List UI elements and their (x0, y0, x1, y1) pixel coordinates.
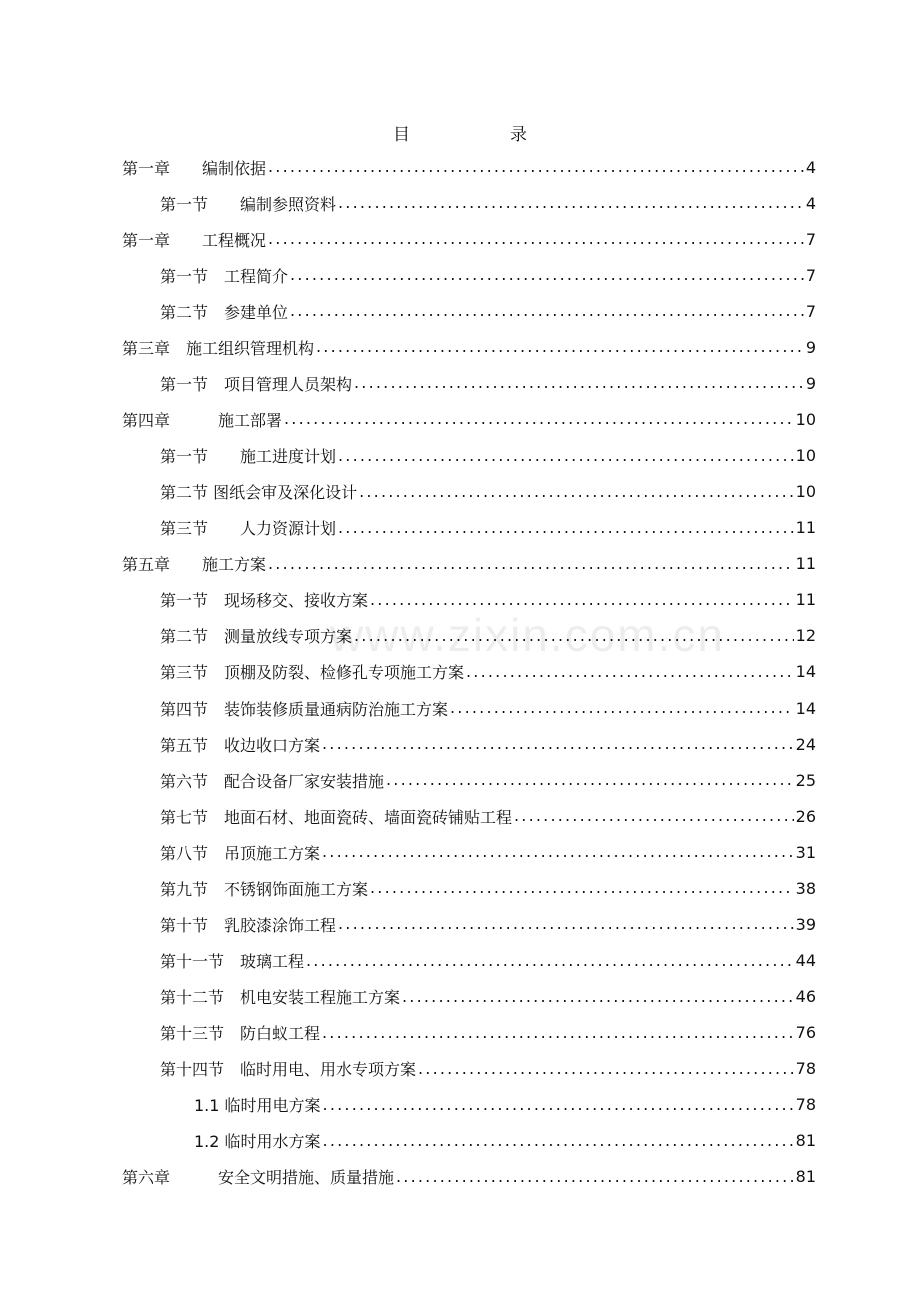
toc-entry[interactable] (160, 618, 816, 654)
toc-entry-label: 1.2 临时用水方案 (194, 1132, 321, 1152)
toc-entry-label: 1.1 临时用电方案 (194, 1096, 321, 1116)
toc-leader-dots (370, 590, 794, 610)
toc-entry-page: 7 (805, 301, 816, 321)
toc-entry-page: 7 (805, 265, 816, 285)
toc-entry[interactable] (160, 582, 816, 618)
toc-leader-dots (338, 518, 794, 538)
toc-entry-label: 第三节 顶棚及防裂、检修孔专项施工方案 (160, 663, 465, 683)
toc-entry-label: 第十三节 防白蚁工程 (160, 1024, 321, 1044)
toc-entry[interactable] (160, 438, 816, 474)
toc-entry-label: 第一节 施工进度计划 (160, 447, 337, 467)
toc-entry[interactable] (122, 546, 816, 582)
toc-entry-label: 第八节 吊顶施工方案 (160, 843, 321, 863)
toc-leader-dots (450, 698, 794, 718)
toc-leader-dots (284, 409, 794, 429)
toc-entry[interactable] (160, 834, 816, 870)
toc-entry[interactable] (160, 257, 816, 293)
toc-entry-label: 第一节 项目管理人员架构 (160, 374, 353, 394)
toc-entry-label: 第九节 不锈钢饰面施工方案 (160, 879, 369, 899)
toc-leader-dots (338, 446, 794, 466)
toc-entry[interactable] (160, 906, 816, 942)
toc-entry-page: 25 (795, 770, 816, 790)
toc-entry[interactable] (122, 329, 816, 365)
toc-title-right: 录 (510, 125, 527, 145)
toc-entry-page: 78 (795, 1095, 816, 1115)
toc-entry-page: 39 (795, 914, 816, 934)
toc-leader-dots (316, 337, 804, 357)
toc-entry[interactable] (160, 798, 816, 834)
toc-entry[interactable] (160, 762, 816, 798)
toc-entry-page: 81 (795, 1131, 816, 1151)
toc-entry[interactable] (160, 1015, 816, 1051)
toc-entry[interactable] (160, 185, 816, 221)
toc-entry-page: 11 (795, 590, 816, 610)
toc-entry[interactable] (122, 149, 816, 185)
toc-entry-page: 4 (805, 157, 816, 177)
toc-entry[interactable] (194, 1087, 816, 1123)
toc-entry[interactable] (160, 293, 816, 329)
toc-entry-label: 第十四节 临时用电、用水专项方案 (160, 1060, 417, 1080)
toc-entry-page: 78 (795, 1059, 816, 1079)
toc-leader-dots (268, 157, 804, 177)
toc-leader-dots (322, 1023, 794, 1043)
toc-entry-label: 第七节 地面石材、地面瓷砖、墙面瓷砖铺贴工程 (160, 807, 513, 827)
toc-entry-label: 第五节 收边收口方案 (160, 735, 321, 755)
toc-leader-dots (402, 987, 794, 1007)
toc-entry-label: 第一节 现场移交、接收方案 (160, 591, 369, 611)
toc-leader-dots (354, 626, 794, 646)
toc-leader-dots (338, 193, 804, 213)
toc-entry[interactable] (160, 979, 816, 1015)
toc-leader-dots (268, 554, 794, 574)
toc-entry-page: 4 (805, 193, 816, 213)
toc-entry[interactable] (160, 1051, 816, 1087)
toc-leader-dots (306, 951, 794, 971)
toc-entry-page: 14 (795, 698, 816, 718)
toc-entry-label: 第一章 工程概况 (122, 230, 267, 250)
toc-entry-page: 10 (795, 446, 816, 466)
toc-entry[interactable] (160, 510, 816, 546)
toc-leader-dots (323, 1131, 794, 1151)
toc-entry-label: 第二节 测量放线专项方案 (160, 627, 353, 647)
toc-entry-label: 第十节 乳胶漆涂饰工程 (160, 915, 337, 935)
toc-entry-page: 9 (805, 337, 816, 357)
toc-leader-dots (323, 1095, 794, 1115)
toc-entry[interactable] (160, 690, 816, 726)
toc-entry-page: 26 (795, 806, 816, 826)
toc-leader-dots (359, 482, 794, 502)
toc-entry-label: 第六节 配合设备厂家安装措施 (160, 771, 385, 791)
toc-entry-page: 11 (795, 554, 816, 574)
toc-entry-label: 第十二节 机电安装工程施工方案 (160, 988, 401, 1008)
toc-entry-label: 第一章 编制依据 (122, 158, 267, 178)
toc-entry[interactable] (160, 365, 816, 401)
toc-entry-page: 12 (795, 626, 816, 646)
toc-entry[interactable] (160, 870, 816, 906)
toc-leader-dots (418, 1059, 794, 1079)
toc-entry[interactable] (160, 654, 816, 690)
toc-entry-page: 31 (795, 842, 816, 862)
toc-title (0, 120, 920, 145)
toc-leader-dots (354, 373, 804, 393)
toc-entry[interactable] (194, 1123, 816, 1159)
toc-entry[interactable] (122, 221, 816, 257)
toc-entry-label: 第十一节 玻璃工程 (160, 952, 305, 972)
toc-entry[interactable] (160, 474, 816, 510)
toc-leader-dots (386, 770, 794, 790)
toc-entry-page: 24 (795, 734, 816, 754)
watermark: www.zixin.com.cn (330, 609, 725, 661)
toc-leader-dots (338, 914, 794, 934)
toc-entry-page: 10 (795, 482, 816, 502)
toc-entry[interactable] (122, 1159, 816, 1195)
toc-entry-label: 第三章 施工组织管理机构 (122, 338, 315, 358)
toc-entry[interactable] (122, 401, 816, 437)
toc-leader-dots (466, 662, 794, 682)
toc-entry-page: 10 (795, 409, 816, 429)
toc-leader-dots (268, 229, 804, 249)
toc-leader-dots (322, 842, 794, 862)
toc-leader-dots (514, 806, 794, 826)
toc-entry[interactable] (160, 726, 816, 762)
toc-leader-dots (290, 301, 804, 321)
toc-entry-page: 44 (795, 951, 816, 971)
toc-entry-label: 第一节 工程简介 (160, 266, 289, 286)
toc-entry-page: 81 (795, 1167, 816, 1187)
toc-leader-dots (370, 878, 794, 898)
toc-entry-page: 38 (795, 878, 816, 898)
toc-entry-label: 第二节 参建单位 (160, 302, 289, 322)
toc-entry[interactable] (160, 943, 816, 979)
toc-entry-label: 第一节 编制参照资料 (160, 194, 337, 214)
toc-entry-label: 第四节 装饰装修质量通病防治施工方案 (160, 699, 449, 719)
toc-entry-label: 第二节 图纸会审及深化设计 (160, 483, 358, 503)
toc-entry-page: 11 (795, 518, 816, 538)
toc-entry-page: 46 (795, 987, 816, 1007)
toc-leader-dots (290, 265, 804, 285)
toc-entry-label: 第五章 施工方案 (122, 555, 267, 575)
toc-title-left: 目 (393, 125, 410, 145)
toc-leader-dots (396, 1167, 794, 1187)
toc-entry-label: 第三节 人力资源计划 (160, 519, 337, 539)
toc-entry-page: 7 (805, 229, 816, 249)
toc-entry-label: 第六章 安全文明措施、质量措施 (122, 1168, 395, 1188)
toc-entry-label: 第四章 施工部署 (122, 410, 283, 430)
toc-entry-page: 14 (795, 662, 816, 682)
toc-entry-page: 76 (795, 1023, 816, 1043)
toc-entry-page: 9 (805, 373, 816, 393)
toc-leader-dots (322, 734, 794, 754)
